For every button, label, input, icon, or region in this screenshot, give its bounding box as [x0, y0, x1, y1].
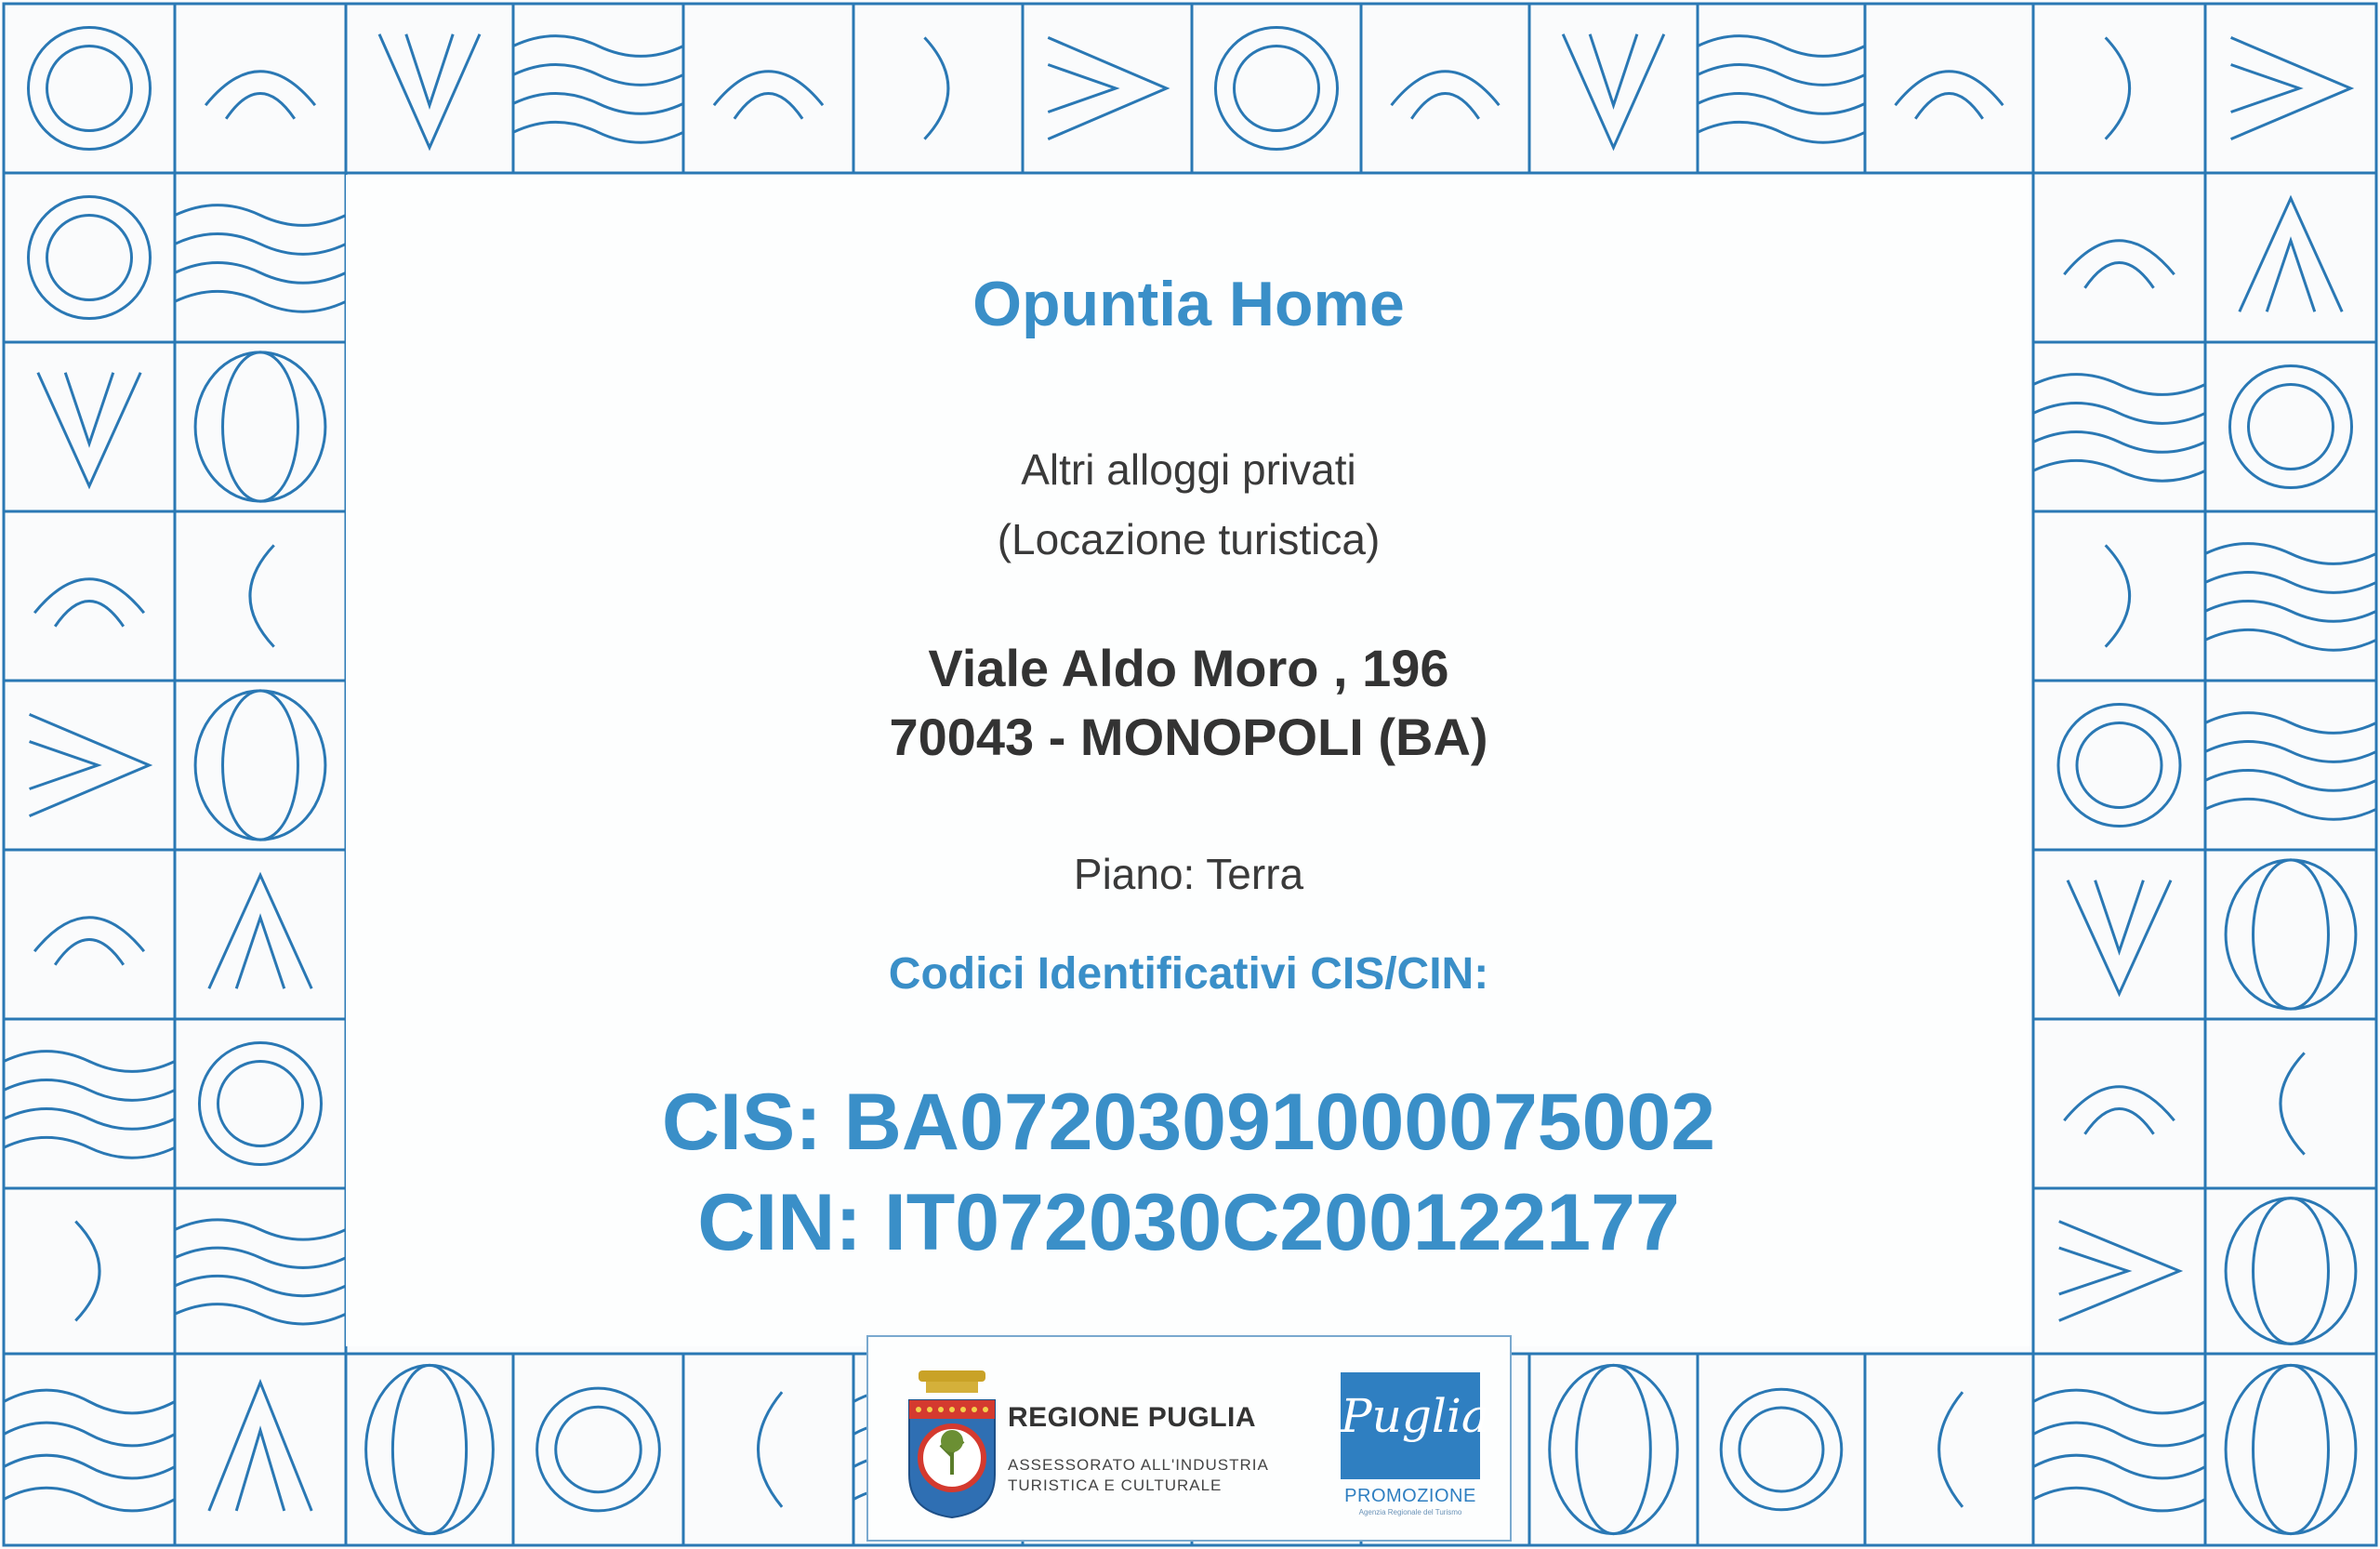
tile-motif: [30, 742, 99, 789]
tile-motif: [2033, 1390, 2205, 1413]
address-city: 70043 - MONOPOLI (BA): [889, 708, 1488, 766]
border-tile: [1529, 1354, 1698, 1545]
border-tile: [513, 1354, 683, 1545]
border-tile: [175, 342, 346, 511]
tile-motif: [2064, 241, 2174, 274]
tile-motif: [4, 1455, 175, 1478]
tile-motif: [714, 72, 823, 105]
tile-motif: [2254, 1198, 2329, 1344]
codes-heading: Codici Identificativi CIS/CIN:: [888, 949, 1489, 999]
tile-motif: [175, 205, 346, 226]
tile-motif: [2068, 880, 2171, 994]
tile-motif: [195, 691, 325, 840]
border-tile: [1361, 4, 1529, 173]
tile-motif: [236, 918, 284, 988]
tile-motif: [2205, 742, 2376, 762]
border-tile: [1698, 1354, 1865, 1545]
tile-motif: [209, 875, 311, 988]
tile-motif: [1563, 34, 1664, 148]
logo-footer: [866, 1335, 1512, 1542]
promo-tagline: Agenzia Regionale del Turismo: [1358, 1508, 1462, 1516]
border-tile: [1865, 1354, 2033, 1545]
tile-motif: [236, 1430, 284, 1511]
tile-motif: [392, 1365, 466, 1533]
border-tile: [175, 4, 346, 173]
tile-motif: [2033, 404, 2205, 424]
border-tile: [2205, 1354, 2376, 1545]
tile-motif: [2205, 573, 2376, 593]
border-tile: [2033, 173, 2205, 342]
tile-motif: [4, 1423, 175, 1446]
border-tile: [2033, 1354, 2205, 1545]
tile-motif: [1896, 72, 2003, 105]
tile-motif: [1698, 93, 1865, 113]
region-department-line-1: ASSESSORATO ALL'INDUSTRIA: [1008, 1456, 1269, 1474]
tile-motif: [2205, 601, 2376, 621]
address-street: Viale Aldo Moro , 196: [928, 639, 1449, 697]
tile-motif: [2205, 544, 2376, 564]
tile-motif: [175, 1276, 346, 1295]
tile-motif: [34, 918, 144, 951]
tile-motif: [2205, 799, 2376, 819]
border-tile: [2205, 511, 2376, 681]
tile-motif: [2249, 385, 2334, 470]
tile-motif: [30, 714, 150, 815]
border-tile: [2033, 511, 2205, 681]
tile-motif: [2205, 629, 2376, 650]
border-tile: [853, 4, 1023, 173]
tile-motif: [218, 1062, 303, 1146]
border-tile: [2033, 4, 2205, 173]
cis-code: CIS: BA07203091000075002: [661, 1078, 1716, 1167]
floor-info: Piano: Terra: [1073, 850, 1304, 898]
border-tile: [4, 1354, 175, 1545]
promo-label: PROMOZIONE: [1344, 1486, 1476, 1506]
tile-motif: [2254, 1365, 2329, 1533]
border-tile: [2205, 850, 2376, 1019]
tile-motif: [4, 1108, 175, 1129]
border-tile: [175, 511, 346, 681]
tile-motif: [2226, 1198, 2356, 1344]
tile-motif: [34, 579, 144, 613]
tile-motif: [55, 601, 124, 626]
border-tile: [1865, 4, 2033, 173]
tile-motif: [2254, 860, 2329, 1009]
tile-motif: [1048, 37, 1166, 139]
tile-motif: [195, 352, 325, 501]
tile-motif: [924, 37, 947, 139]
tile-motif: [55, 939, 124, 964]
border-tile: [175, 1188, 346, 1354]
tile-motif: [175, 291, 346, 311]
tile-motif: [2240, 198, 2342, 311]
tile-motif: [1577, 1365, 1651, 1533]
tile-motif: [2096, 880, 2144, 951]
category-line-2: (Locazione turistica): [997, 515, 1381, 563]
tile-motif: [2033, 1488, 2205, 1511]
tile-motif: [734, 93, 802, 118]
tile-motif: [65, 373, 113, 444]
tile-motif: [1739, 1408, 1823, 1491]
tile-motif: [4, 1390, 175, 1413]
tile-motif: [2077, 723, 2162, 808]
tile-motif: [2226, 860, 2356, 1009]
tile-motif: [175, 234, 346, 255]
tile-motif: [1235, 46, 1319, 131]
tile-motif: [47, 46, 132, 131]
region-department-line-2: TURISTICA E CULTURALE: [1008, 1476, 1223, 1494]
tile-motif: [75, 1222, 99, 1321]
border-tile: [2033, 342, 2205, 511]
tile-motif: [175, 1304, 346, 1324]
tile-motif: [2059, 1222, 2180, 1321]
tile-motif: [556, 1407, 641, 1492]
tile-motif: [513, 65, 683, 86]
border-tile: [4, 1188, 175, 1354]
tile-motif: [4, 1080, 175, 1101]
tile-motif: [2106, 37, 2130, 139]
tile-motif: [38, 373, 140, 486]
tile-motif: [513, 93, 683, 113]
tile-motif: [1698, 122, 1865, 142]
certificate-panel: [346, 175, 2031, 1346]
border-tile: [1192, 4, 1361, 173]
border-tile: [683, 4, 853, 173]
tile-motif: [2226, 1365, 2356, 1533]
tile-motif: [1048, 65, 1116, 113]
tile-motif: [2033, 375, 2205, 395]
tile-motif: [1550, 1365, 1678, 1533]
region-name: REGIONE PUGLIA: [1008, 1402, 1257, 1433]
border-tile: [2033, 1019, 2205, 1188]
tile-motif: [2033, 460, 2205, 481]
tile-motif: [175, 1248, 346, 1267]
category-line-1: Altri alloggi privati: [1021, 445, 1356, 494]
tile-motif: [1590, 34, 1637, 105]
property-name: Opuntia Home: [972, 269, 1405, 339]
border-tile: [175, 173, 346, 342]
tile-motif: [1939, 1392, 1963, 1507]
tile-motif: [513, 122, 683, 142]
border-tile: [4, 511, 175, 681]
tile-motif: [2033, 1455, 2205, 1478]
cin-code: CIN: IT072030C200122177: [697, 1178, 1680, 1267]
tile-motif: [2106, 545, 2130, 646]
tile-motif: [223, 352, 298, 501]
tile-motif: [175, 1220, 346, 1239]
tile-motif: [250, 545, 274, 646]
border-tile: [2205, 1019, 2376, 1188]
tile-motif: [175, 262, 346, 283]
tile-motif: [379, 34, 480, 148]
tile-motif: [2231, 37, 2351, 139]
tile-motif: [513, 36, 683, 57]
tile-motif: [2231, 65, 2300, 113]
border-tile: [1698, 4, 1865, 173]
tile-motif: [223, 691, 298, 840]
border-tile: [2205, 1188, 2376, 1354]
tile-motif: [4, 1488, 175, 1511]
border-tile: [4, 1019, 175, 1188]
tile-motif: [47, 216, 132, 300]
tile-motif: [366, 1365, 494, 1533]
region-crest-icon: [906, 1363, 998, 1519]
border-tile: [175, 681, 346, 850]
tile-motif: [4, 1052, 175, 1072]
tile-motif: [759, 1392, 783, 1507]
tile-motif: [1411, 93, 1478, 118]
tile-motif: [2281, 1053, 2305, 1154]
tile-motif: [209, 1383, 311, 1511]
border-tile: [683, 1354, 853, 1545]
border-tile: [346, 1354, 513, 1545]
tile-motif: [226, 93, 295, 118]
tile-motif: [4, 1137, 175, 1158]
promo-logo-word: Puglia: [1341, 1389, 1489, 1443]
border-tile: [2205, 681, 2376, 850]
border-tile: [513, 4, 683, 173]
tile-motif: [1915, 93, 1982, 118]
tile-motif: [2205, 770, 2376, 790]
tile-motif: [2064, 1087, 2174, 1120]
tile-motif: [2033, 431, 2205, 452]
tile-motif: [1698, 65, 1865, 86]
tile-motif: [2267, 241, 2315, 311]
border-tile: [4, 850, 175, 1019]
tile-motif: [1392, 72, 1500, 105]
tile-motif: [2059, 1248, 2128, 1294]
tile-motif: [2033, 1423, 2205, 1446]
puglia-promozione-logo: [1341, 1372, 1489, 1479]
tile-motif: [1698, 36, 1865, 57]
tile-motif: [2205, 713, 2376, 734]
tile-motif: [406, 34, 453, 105]
tile-motif: [205, 72, 315, 105]
tile-motif: [2085, 262, 2154, 287]
tile-motif: [2085, 1108, 2154, 1133]
